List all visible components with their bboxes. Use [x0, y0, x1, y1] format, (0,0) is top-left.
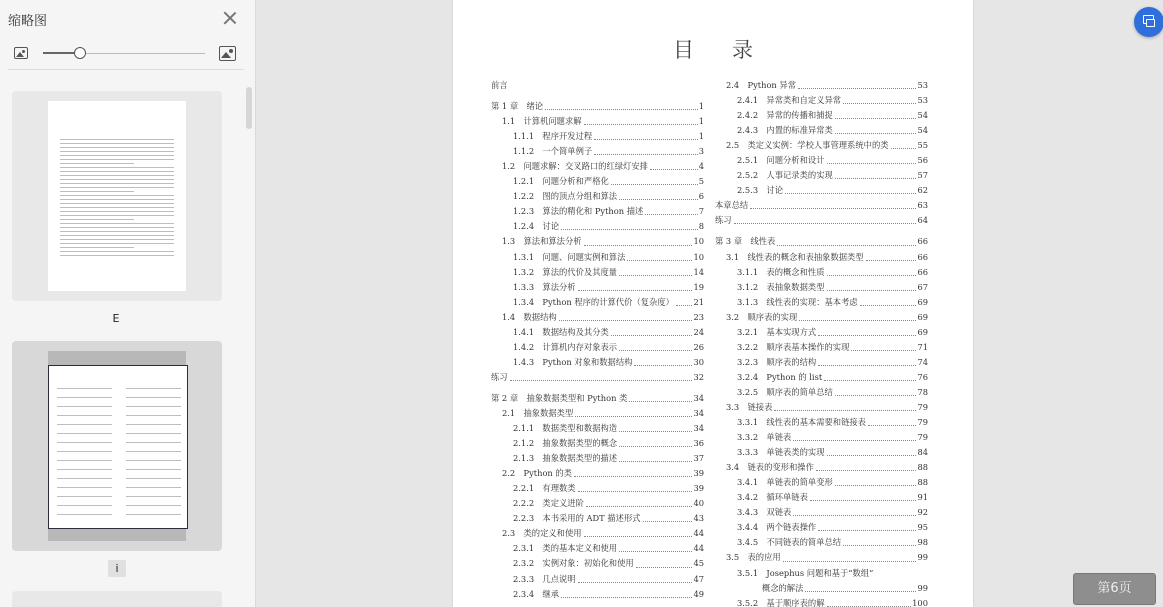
toc-entry-title: 2.1.3 抽象数据类型的描述 [513, 453, 618, 464]
toc-entry-page: 66 [917, 266, 928, 277]
toc-entry-title: 1.1.2 一个简单例子 [513, 146, 593, 157]
toc-entry[interactable] [715, 123, 928, 138]
toc-leader-dots [827, 596, 912, 607]
toc-entry-title: 2.1 抽象数据类型 [502, 407, 574, 418]
toc-entry[interactable] [491, 310, 704, 325]
toc-entry-title: 第 3 章 线性表 [715, 236, 776, 247]
toc-entry[interactable] [491, 556, 704, 571]
toc-entry[interactable] [715, 550, 928, 565]
toc-entry-page: 1 [698, 131, 704, 142]
toc-entry-page: 74 [917, 356, 928, 367]
toc-entry-page: 67 [917, 281, 928, 292]
toc-entry-page: 37 [693, 453, 704, 464]
toc-entry-title: 2.2.2 类定义进阶 [513, 498, 584, 509]
toc-entry-title: 3.1 线性表的概念和表抽象数据类型 [726, 251, 864, 262]
toc-entry-title: 概念的解法 [737, 582, 804, 593]
toc-entry-page: 47 [693, 573, 704, 584]
toc-entry-page: 43 [693, 513, 704, 524]
toc-entry[interactable] [491, 370, 704, 385]
toc-leader-dots [816, 460, 917, 471]
toc-entry[interactable] [715, 520, 928, 535]
toc-entry-title: 2.5 类定义实例：学校人事管理系统中的类 [726, 140, 889, 151]
thumbnail-page-toc[interactable] [12, 341, 222, 551]
toc-entry[interactable] [715, 490, 928, 505]
toc-entry-title: 2.1.1 数据类型和数据构造 [513, 423, 618, 434]
toc-leader-dots [619, 451, 692, 462]
toc-entry-page: 34 [693, 423, 704, 434]
toc-entry-title: 2.4 Python 异常 [726, 80, 797, 90]
toc-leader-dots [510, 78, 703, 89]
toc-leader-dots [584, 114, 698, 125]
toc-leader-dots [676, 295, 693, 306]
toc-entry-page: 53 [917, 80, 928, 90]
toc-leader-dots [860, 295, 917, 306]
toc-entry-title: 3.4 链表的变形和操作 [726, 462, 814, 473]
toc-entry-page: 8 [698, 221, 704, 232]
toc-leader-dots [584, 234, 693, 245]
toc-entry[interactable] [491, 325, 704, 340]
toc-entry[interactable] [491, 114, 704, 129]
toc-entry-title: 2.2 Python 的类 [502, 468, 573, 479]
toc-entry[interactable] [491, 541, 704, 556]
page-title: 目录 [673, 38, 791, 62]
toc-entry[interactable] [715, 108, 928, 123]
toc-entry-page: 79 [917, 401, 928, 412]
toc-leader-dots [793, 505, 916, 516]
toc-leader-dots [561, 219, 698, 230]
toc-leader-dots [798, 78, 916, 89]
toc-entry-title: 3.2.5 顺序表的简单总结 [737, 386, 833, 397]
toc-entry-page: 76 [917, 371, 928, 382]
toc-entry-page: 91 [917, 492, 928, 503]
toc-leader-dots [835, 123, 917, 134]
toc-entry[interactable] [715, 445, 928, 460]
toc-entry[interactable] [491, 406, 704, 421]
toc-leader-dots [578, 481, 693, 492]
toc-leader-dots [578, 572, 693, 583]
toc-entry-title: 2.4.1 异常类和自定义异常 [737, 95, 842, 106]
toc-entry-page: 79 [917, 417, 928, 428]
toc-leader-dots [629, 391, 692, 402]
toc-entry-title: 1.3.4 Python 程序的计算代价（复杂度） [513, 296, 674, 307]
close-icon[interactable] [223, 11, 237, 25]
toc-entry-page: 19 [693, 281, 704, 292]
toc-entry-page: 23 [693, 311, 704, 322]
toc-leader-dots [810, 490, 917, 501]
toc-entry-page: 14 [693, 266, 704, 277]
toc-entry-page: 5 [698, 176, 704, 187]
toc-entry[interactable] [491, 466, 704, 481]
toc-entry-title: 3.4.3 双链表 [737, 507, 792, 518]
toc-entry-page: 44 [693, 543, 704, 554]
toc-entry[interactable] [491, 234, 704, 249]
toc-entry[interactable] [491, 174, 704, 189]
toc-entry-title: 3.1.1 表的概念和性质 [737, 266, 825, 277]
toc-entry-page: 21 [693, 296, 704, 307]
toc-entry-page: 24 [693, 326, 704, 337]
toc-entry[interactable] [715, 385, 928, 400]
toc-entry[interactable] [715, 153, 928, 168]
toc-entry-title: 2.5.3 讨论 [737, 185, 784, 196]
sidebar-title: 缩略图 [8, 14, 48, 29]
sidebar-scrollbar[interactable] [246, 87, 252, 129]
toc-leader-dots [875, 566, 927, 577]
toc-entry[interactable] [715, 430, 928, 445]
toc-entry-page: 7 [698, 206, 704, 217]
toc-entry-page: 40 [693, 498, 704, 509]
toc-leader-dots [619, 541, 692, 552]
toc-leader-dots [643, 511, 693, 522]
toc-entry-title: 1.3.1 问题、问题实例和算法 [513, 251, 626, 262]
toc-leader-dots [584, 526, 693, 537]
toc-entry-page: 99 [917, 582, 928, 593]
toc-entry-title: 2.4.3 内置的标准异常类 [737, 125, 833, 136]
toc-entry[interactable] [715, 505, 928, 520]
toc-entry-page: 44 [693, 528, 704, 539]
toc-entry-title: 3.4.4 两个链表操作 [737, 522, 817, 533]
toc-leader-dots [619, 189, 698, 200]
toc-entry-title: 2.5.2 人事记录类的实现 [737, 170, 833, 181]
toc-entry-title: 2.5.1 问题分析和设计 [737, 155, 825, 166]
toc-leader-dots [650, 159, 698, 170]
toc-entry-page: 66 [917, 236, 928, 247]
toc-leader-dots [793, 430, 916, 441]
toc-leader-dots [619, 265, 692, 276]
thumbnail-page-preface[interactable] [12, 91, 222, 301]
toc-entry[interactable] [715, 596, 928, 607]
thumbnail-sidebar [0, 0, 256, 607]
toc-leader-dots [578, 280, 693, 291]
zoom-slider-handle[interactable] [74, 47, 86, 59]
toc-entry-page: 45 [693, 558, 704, 569]
toc-entry-page: 69 [917, 296, 928, 307]
toc-entry[interactable] [491, 436, 704, 451]
toc-entry[interactable] [491, 189, 704, 204]
thumbnail-label: E [112, 312, 120, 325]
toc-entry-title: 第 2 章 抽象数据类型和 Python 类 [491, 392, 628, 403]
toc-entry-page: 54 [917, 125, 928, 136]
toc-entry[interactable] [491, 144, 704, 159]
toc-entry[interactable] [715, 535, 928, 550]
toc-entry-title: 3.5 表的应用 [726, 552, 781, 563]
thumbnail-page-next[interactable] [12, 591, 222, 607]
toc-entry-title: 前言 [491, 80, 508, 90]
toc-entry-title: 2.4.2 异常的传播和捕捉 [737, 110, 833, 121]
toc-entry[interactable] [491, 421, 704, 436]
toc-entry-page: 55 [917, 140, 928, 151]
toc-entry-page: 99 [917, 552, 928, 563]
toc-entry-page: 66 [917, 251, 928, 262]
toc-entry-title: 3.4.2 循环单链表 [737, 492, 808, 503]
toc-entry[interactable] [491, 572, 704, 587]
thumbnail-preview [48, 101, 186, 291]
toc-leader-dots [645, 204, 697, 215]
toc-leader-dots [594, 144, 698, 155]
toc-entry-page: 92 [917, 507, 928, 518]
page-indicator: 第6页 [1073, 573, 1156, 605]
toc-leader-dots [619, 436, 692, 447]
toc-entry-page: 1 [698, 101, 704, 112]
toc-entry[interactable] [715, 168, 928, 183]
toc-entry[interactable] [491, 219, 704, 234]
toc-entry[interactable] [491, 511, 704, 526]
toc-entry-title: 1.4.2 计算机内存对象表示 [513, 341, 618, 352]
toc-entry-page: 1 [698, 116, 704, 127]
toc-entry-page: 56 [917, 155, 928, 166]
toc-entry-title: 1.3 算法和算法分析 [502, 236, 582, 247]
toc-entry-page: 10 [693, 236, 704, 247]
image-large-icon[interactable] [219, 46, 236, 61]
toc-entry-title: 2.3.4 继承 [513, 588, 560, 599]
toc-entry-title: 3.2.3 顺序表的结构 [737, 356, 817, 367]
toc-leader-dots [843, 535, 916, 546]
toc-left-column [491, 78, 704, 602]
toc-entry[interactable] [491, 355, 704, 370]
toc-entry-title: 1.3.2 算法的代价及其度量 [513, 266, 618, 277]
toc-leader-dots [799, 310, 916, 321]
toc-leader-dots [611, 325, 693, 336]
toc-entry-title: 3.4.5 不同链表的简单总结 [737, 537, 842, 548]
toc-leader-dots [627, 250, 692, 261]
toc-entry[interactable] [715, 234, 928, 249]
toc-entry[interactable] [715, 250, 928, 265]
toc-leader-dots [818, 355, 916, 366]
toc-entry[interactable] [491, 280, 704, 295]
toc-entry-title: 1.1.1 程序开发过程 [513, 131, 593, 142]
toc-leader-dots [843, 93, 916, 104]
toc-entry[interactable] [715, 340, 928, 355]
toc-leader-dots [561, 587, 692, 598]
toc-leader-dots [750, 198, 916, 209]
toc-entry-title: 3.2 顺序表的实现 [726, 311, 798, 322]
toc-entry-title: 练习 [715, 215, 732, 226]
toc-entry[interactable] [491, 391, 704, 406]
toc-entry[interactable] [715, 280, 928, 295]
toc-entry-page: 32 [693, 371, 704, 382]
toc-entry[interactable] [715, 370, 928, 385]
toc-entry-title: 1.2.1 问题分析和严格化 [513, 176, 609, 187]
toc-entry-page: 98 [917, 537, 928, 548]
toc-entry-title: 1.2.2 图的顶点分组和算法 [513, 191, 618, 202]
toc-entry[interactable] [491, 496, 704, 511]
toc-leader-dots [594, 129, 698, 140]
toc-leader-dots [835, 475, 917, 486]
toc-entry-title: 1.4.1 数据结构及其分类 [513, 326, 609, 337]
toc-leader-dots [785, 183, 916, 194]
toc-entry-page: 100 [912, 597, 928, 607]
toc-entry[interactable] [715, 183, 928, 198]
toc-leader-dots [827, 153, 917, 164]
toc-entry-page: 10 [693, 251, 704, 262]
toc-entry-title: 3.1.3 线性表的实现：基本考虑 [737, 296, 858, 307]
toc-leader-dots [774, 400, 916, 411]
toc-entry-title: 2.1.2 抽象数据类型的概念 [513, 438, 618, 449]
toc-entry-title: 1.1 计算机问题求解 [502, 116, 582, 127]
toc-entry[interactable] [491, 204, 704, 219]
sidebar-divider [8, 69, 244, 70]
toc-entry-page: 88 [917, 462, 928, 473]
toc-entry[interactable] [491, 526, 704, 541]
toc-entry[interactable] [715, 355, 928, 370]
toc-leader-dots [619, 340, 692, 351]
toc-entry-title: 2.3.2 实例对象：初始化和使用 [513, 558, 634, 569]
sidebar-toggle-button[interactable] [1134, 7, 1163, 37]
toc-entry-page: 4 [698, 161, 704, 172]
toc-leader-dots [777, 234, 916, 245]
toc-entry[interactable] [715, 198, 928, 213]
toc-entry[interactable] [491, 129, 704, 144]
toc-entry[interactable] [491, 451, 704, 466]
toc-entry-page: 34 [693, 392, 704, 403]
toc-entry[interactable] [715, 93, 928, 108]
toc-entry-title: 2.3 类的定义和使用 [502, 528, 582, 539]
toc-entry-title: 2.3.1 类的基本定义和使用 [513, 543, 618, 554]
toc-leader-dots [636, 556, 693, 567]
toc-leader-dots [824, 370, 916, 381]
toc-entry-title: 1.2 问题求解：交叉路口的红绿灯安排 [502, 161, 648, 172]
toc-entry-page: 39 [693, 483, 704, 494]
toc-leader-dots [783, 550, 917, 561]
toc-leader-dots [805, 581, 916, 592]
toc-entry[interactable] [491, 250, 704, 265]
toc-leader-dots [818, 520, 916, 531]
toc-leader-dots [619, 421, 692, 432]
toc-entry-title: 3.4.1 单链表的简单变形 [737, 477, 833, 488]
toc-entry-title: 第 1 章 绪论 [491, 101, 544, 112]
toc-entry[interactable] [491, 159, 704, 174]
toc-entry[interactable] [715, 566, 928, 581]
toc-entry-title: 3.5.1 Josephus 问题和基于“数组” [737, 567, 874, 578]
toc-right-column [715, 78, 928, 607]
toc-leader-dots [510, 370, 693, 381]
toc-entry[interactable] [715, 325, 928, 340]
toc-entry-title: 2.2.1 有理数类 [513, 483, 576, 494]
toc-entry[interactable] [715, 295, 928, 310]
toc-entry-title: 练习 [491, 371, 508, 382]
toc-leader-dots [866, 250, 917, 261]
toc-leader-dots [611, 174, 698, 185]
toc-leader-dots [827, 445, 917, 456]
toc-leader-dots [574, 466, 692, 477]
toc-entry-page: 62 [917, 185, 928, 196]
toc-leader-dots [835, 385, 917, 396]
toc-entry-page: 36 [693, 438, 704, 449]
toc-entry-page: 78 [917, 386, 928, 397]
toc-entry-page: 49 [693, 588, 704, 599]
toc-entry[interactable] [715, 78, 928, 93]
toc-entry-title: 2.2.3 本书采用的 ADT 描述形式 [513, 513, 641, 524]
toc-leader-dots [634, 355, 692, 366]
thumbnail-label: i [108, 560, 126, 577]
toc-entry[interactable] [715, 213, 928, 228]
toc-entry[interactable] [491, 295, 704, 310]
toc-leader-dots [575, 406, 692, 417]
toc-entry-title: 本章总结 [715, 200, 749, 211]
toc-entry-page: 79 [917, 432, 928, 443]
toc-entry-title: 3.3.2 单链表 [737, 432, 792, 443]
image-small-icon[interactable] [14, 47, 28, 59]
toc-entry[interactable] [715, 415, 928, 430]
toc-entry-page: 95 [917, 522, 928, 533]
toc-leader-dots [827, 265, 917, 276]
toc-entry-title: 2.3.3 几点说明 [513, 573, 576, 584]
toc-entry-title: 1.2.4 讨论 [513, 221, 560, 232]
toc-entry-title: 3.3.1 线性表的基本需要和链接表 [737, 417, 866, 428]
toc-entry-title: 1.4.3 Python 对象和数据结构 [513, 356, 633, 367]
toc-entry-title: 1.4 数据结构 [502, 311, 557, 322]
toc-entry-page: 69 [917, 311, 928, 322]
toc-entry-page: 53 [917, 95, 928, 106]
document-page [453, 0, 973, 607]
toc-entry-title: 1.2.3 算法的精化和 Python 描述 [513, 206, 644, 217]
toc-entry-page: 30 [693, 356, 704, 367]
toc-leader-dots [851, 340, 916, 351]
toc-leader-dots [868, 415, 916, 426]
toc-leader-dots [891, 138, 917, 149]
toc-entry-title: 3.1.2 表抽象数据类型 [737, 281, 825, 292]
toc-entry[interactable] [491, 78, 704, 93]
toc-entry[interactable] [715, 138, 928, 153]
toc-leader-dots [559, 310, 693, 321]
toc-entry[interactable] [715, 475, 928, 490]
toc-entry-page: 54 [917, 110, 928, 121]
toc-entry-page: 26 [693, 341, 704, 352]
toc-entry[interactable] [491, 587, 704, 602]
toc-entry-page: 63 [917, 200, 928, 211]
toc-leader-dots [827, 280, 917, 291]
toc-entry-page: 3 [698, 146, 704, 157]
toc-entry-page: 84 [917, 447, 928, 458]
toc-entry-page: 88 [917, 477, 928, 488]
toc-entry-title: 3.2.1 基本实现方式 [737, 326, 817, 337]
toc-leader-dots [835, 168, 917, 179]
toc-entry[interactable] [491, 99, 704, 114]
toc-entry-page: 71 [917, 341, 928, 352]
toc-entry[interactable] [715, 265, 928, 280]
toc-entry-page: 69 [917, 326, 928, 337]
toc-entry-title: 3.2.4 Python 的 list [737, 371, 823, 382]
toc-leader-dots [818, 325, 916, 336]
toc-entry-page: 57 [917, 170, 928, 181]
toc-entry-title: 3.3.3 单链表类的实现 [737, 447, 825, 458]
toc-entry[interactable] [491, 340, 704, 355]
toc-entry-title: 3.3 链接表 [726, 401, 773, 412]
thumbnail-preview [48, 365, 188, 529]
toc-entry-page: 34 [693, 407, 704, 418]
toc-entry[interactable] [491, 265, 704, 280]
toc-entry[interactable] [715, 310, 928, 325]
toc-entry[interactable] [715, 400, 928, 415]
toc-leader-dots [586, 496, 693, 507]
toc-leader-dots [734, 213, 917, 224]
toc-entry[interactable] [491, 481, 704, 496]
toc-leader-dots [835, 108, 917, 119]
toc-entry-title: 3.5.2 基于顺序表的解 [737, 597, 825, 607]
toc-entry-page: 39 [693, 468, 704, 479]
toc-entry-page: 64 [917, 215, 928, 226]
toc-entry[interactable] [715, 460, 928, 475]
toc-entry-title: 3.2.2 顺序表基本操作的实现 [737, 341, 850, 352]
toc-entry-title: 1.3.3 算法分析 [513, 281, 576, 292]
toc-leader-dots [545, 99, 698, 110]
toc-entry-page: 6 [698, 191, 704, 202]
toc-entry[interactable] [715, 581, 928, 596]
